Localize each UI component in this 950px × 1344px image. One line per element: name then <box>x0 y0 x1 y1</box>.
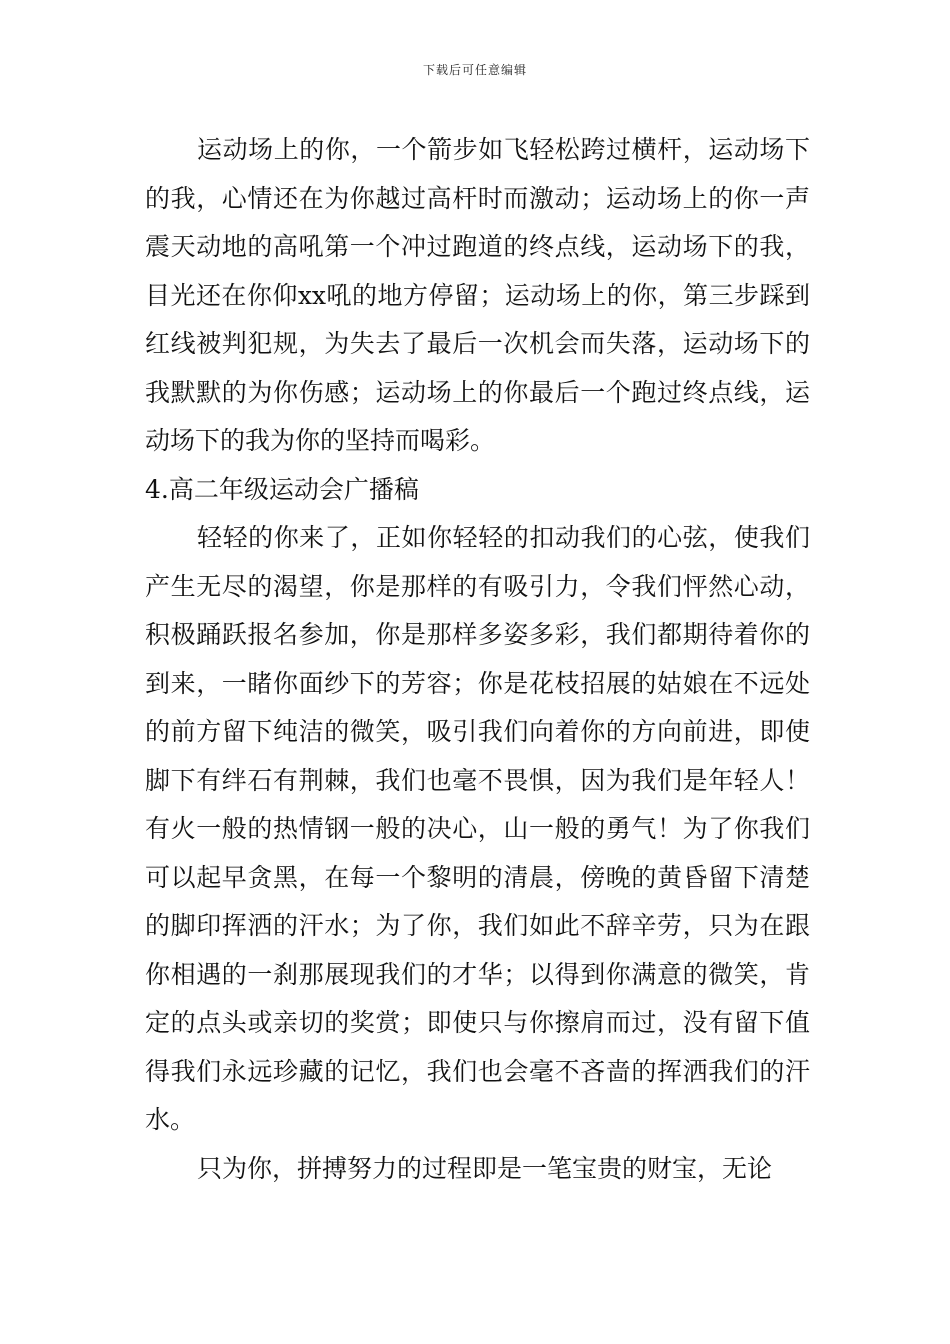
page-header: 下载后可任意编辑 <box>422 63 527 77</box>
paragraph-broadcast: 轻轻的你来了，正如你轻轻的扣动我们的心弦，使我们产生无尽的渴望，你是那样的有吸引力，令我们怦然心动，积极踊跃报名参加，你是那样多姿多彩，我们都期待着你的到来，一睹你面纱下的芳容；你是花枝招展的姑娘在不远处的前方留下纯洁的微笑，吸引我们向着你的方向前进，即使脚下有绊石有荆棘，我们也毫不畏惧，因为我们是年轻人！有火一般的热情钢一般的决心，山一般的勇气！为了你我们可以起早贪黑，在每一个黎明的清晨，傍晚的黄昏留下清楚的脚印挥洒的汗水；为了你，我们如此不辞辛劳，只为在跟你相遇的一刹那展现我们的才华；以得到你满意的微笑，肯定的点头或亲切的奖赏；即使只与你擦肩而过，没有留下值得我们永远珍藏的记忆，我们也会毫不吝啬的挥洒我们的汗水。 <box>145 523 810 1134</box>
paragraph-sports-field: 运动场上的你，一个箭步如飞轻松跨过横杆，运动场下的我，心情还在为你越过高杆时而激动；运动场上的你一声震天动地的高吼第一个冲过跑道的终点线，运动场下的我，目光还在你仰xx吼的地方停留；运动场上的你，第三步踩到红线被判犯规，为失去了最后一次机会而失落，运动场下的我默默的为你伤感；运动场上的你最后一个跑过终点线，运动场下的我为你的坚持而喝彩。 <box>145 135 810 455</box>
section-heading: 4.高二年级运动会广播稿 <box>145 474 419 504</box>
paragraph-only-for-you: 只为你，拼搏努力的过程即是一笔宝贵的财宝，无论 <box>197 1153 773 1183</box>
document-body <box>145 126 810 1193</box>
